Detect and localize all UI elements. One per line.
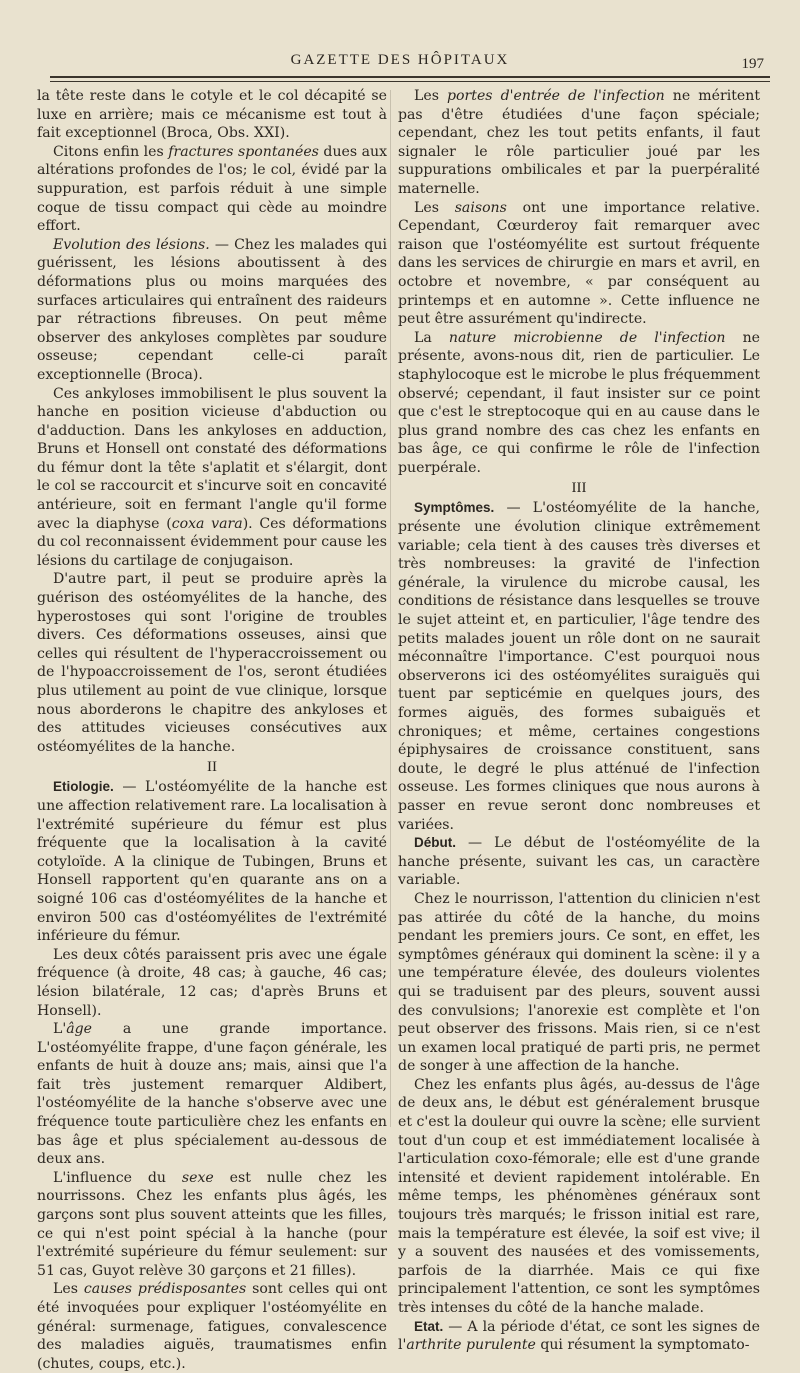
left-column bbox=[37, 87, 388, 1372]
paragraph: Les portes d'entrée de l'infection ne méritent pas d'être étudiées d'une façon spéciale; cependant, chez les tout petits enfants, il faut signaler le rôle particulier joué par les suppurations ombilicales et par la puerpéralité maternelle. bbox=[398, 88, 760, 197]
header-rule-thin bbox=[50, 81, 770, 82]
paragraph: La nature microbienne de l'infection ne présente, avons-nous dit, rien de particulier. Le staphylocoque est le microbe le plus fréquemment observé; cependant, il faut insister sur ce point que c'est le streptocoque qui en au cause dans le plus grand nombre des cas chez les enfants en bas âge, ce qui confirme le rôle de l'infection puerpérale. bbox=[398, 329, 760, 476]
page-header bbox=[0, 48, 800, 78]
paragraph: D'autre part, il peut se produire après la guérison des ostéomyélites de la hanche, des hyperostoses qui sont l'origine de troubles divers. Ces déformations osseuses, ainsi que celles qui résultent de l'hyperaccroissement ou de l'hypoaccroissement de l'os, seront étudiées plus utilement au point de vue clinique, lorsque nous aborderons le chapitre des ankyloses et des attitudes vicieuses consécutives aux ostéomyélites de la hanche. bbox=[37, 571, 387, 755]
paragraph: Ces ankyloses immobilisent le plus souvent la hanche en position vicieuse d'abduction ou d'adduction. Dans les ankyloses en adduction, Bruns et Honsell ont constaté des déformations du fémur dont la tête s'aplatit et s'élargit, dont le col se raccourcit et s'incurve soit en concavité antérieure, soit en fermant l'angle qu'il forme avec la diaphyse (coxa vara). Ces déformations du col reconnaissent évidemment pour cause les lésions du cartilage de conjugaison. bbox=[37, 385, 387, 569]
paragraph: Les deux côtés paraissent pris avec une égale fréquence (à droite, 48 cas; à gauche, 46 cas; lésion bilatérale, 12 cas; d'après Bruns et Honsell). bbox=[37, 946, 387, 1019]
section-heading: III bbox=[571, 480, 587, 497]
paragraph: Chez le nourrisson, l'attention du clinicien n'est pas attirée du côté de la hanche, du moins pendant les premiers jours. Ce sont, en effet, les symptômes généraux qui dominent la scène: il y a une température élevée, des douleurs violentes qui se traduisent par des pleurs, souvent aussi des convulsions; l'anorexie est complète et l'on peut observer des frissons. Mais rien, si ce n'est un examen local pratiqué de parti pris, ne permet de songer à une affection de la hanche. bbox=[398, 890, 760, 1075]
paragraph: L'âge a une grande importance. L'ostéomyélite frappe, d'une façon générale, les enfants de huit à douze ans; mais, ainsi que l'a fait très justement remarquer Aldibert, l'ostéomyélite de la hanche s'observe avec une fréquence toute particulière chez les enfants en bas âge et plus spécialement au-dessous de deux ans. bbox=[37, 1021, 387, 1168]
page-number: 197 bbox=[741, 56, 764, 72]
section-heading: II bbox=[207, 759, 217, 776]
paragraph: L'influence du sexe est nulle chez les nourrissons. Chez les enfants plus âgés, les garçons sont plus souvent atteints que les filles, ce qui n'est point spécial à la hanche (pour l'extrémité supérieure du fémur seulement: sur 51 cas, Guyot relève 30 garçons et 21 filles). bbox=[37, 1169, 387, 1279]
paragraph: Evolution des lésions. — Chez les malades qui guérissent, les lésions aboutissent à des déformations plus ou moins marquées des surfaces articulaires qui entraînent des raideurs par rétractions fibreuses. On peut même observer des ankyloses complètes par soudure osseuse; cependant celle-ci paraît exceptionnelle (Broca). bbox=[37, 236, 387, 383]
paragraph: Etat. — A la période d'état, ce sont les signes de l'arthrite purulente qui résument la symptomato- bbox=[398, 1318, 760, 1354]
header-rule-thick bbox=[50, 76, 770, 78]
right-column bbox=[398, 87, 760, 1354]
column-divider bbox=[390, 90, 391, 1127]
paragraph: Citons enfin les fractures spontanées dues aux altérations profondes de l'os; le col, évidé par la suppuration, est parfois réduit à une simple coque de tissu compact qui cède au moindre effort. bbox=[37, 143, 388, 235]
paragraph: Début. — Le début de l'ostéomyélite de la hanche présente, suivant les cas, un caractère variable. bbox=[398, 835, 760, 889]
paragraph: Etiologie. — L'ostéomyélite de la hanche est une affection relativement rare. La localisation à l'extrémité supérieure du fémur est plus fréquente que la localisation à la cavité cotyloïde. A la clinique de Tubingen, Bruns et Honsell rapportent qu'en quarante ans on a soigné 106 cas d'ostéomyélites de la hanche et environ 500 cas d'ostéomyélites de l'extrémité inférieure du fémur. bbox=[37, 779, 387, 945]
paragraph: Chez les enfants plus âgés, au-dessus de l'âge de deux ans, le début est généralement brusque et c'est la douleur qui ouvre la scène; elle survient tout d'un coup et est immédiatement localisée à l'articulation coxo-fémorale; elle est d'une grande intensité et devient rapidement intolérable. En même temps, les phénomènes généraux sont toujours très marqués; le frisson initial est rare, mais la température est élevée, la soif est vive; il y a souvent des nausées et des vomissements, parfois de la diarrhée. Mais ce qui fixe principalement l'attention, ce sont les symptômes très intenses du côté de la hanche malade. bbox=[398, 1076, 760, 1316]
journal-title: GAZETTE DES HÔPITAUX bbox=[290, 52, 510, 68]
paragraph: Les saisons ont une importance relative. Cependant, Cœurderoy fait remarquer avec raison que l'ostéomyélite est surtout fréquente dans les services de chirurgie en mars et avril, en octobre et novembre, « par conséquent au printemps et en automne ». Cette influence ne peut être assurément qu'indirecte. bbox=[398, 199, 760, 328]
paragraph: la tête reste dans le cotyle et le col décapité se luxe en arrière; mais ce mécanisme est tout à fait exceptionnel (Broca, Obs. XXI). bbox=[37, 88, 387, 142]
paragraph: Symptômes. — L'ostéomyélite de la hanche, présente une évolution clinique extrêmement variable; cela tient à des causes très diverses et très nombreuses: la gravité de l'infection générale, la virulence du microbe causal, les conditions de résistance dans lesquelles se trouve le sujet atteint et, en particulier, l'âge tendre des petits malades jouent un rôle dont on ne saurait méconnaître l'importance. C'est pourquoi nous observerons ici des ostéomyélites suraiguës qui tuent par septicémie en quelques jours, des formes aiguës, des formes subaiguës et chroniques; et même, certaines congestions épiphysaires de croissance constituent, sans doute, le degré le plus atténué de l'infection osseuse. Les formes cliniques que nous aurons à passer en revue seront donc nombreuses et variées. bbox=[398, 500, 760, 833]
paragraph: Les causes prédisposantes sont celles qui ont été invoquées pour expliquer l'ostéomyélite en général: surmenage, fatigues, convalescence des maladies aiguës, traumatismes enfin (chutes, coups, etc.). bbox=[37, 1281, 387, 1372]
